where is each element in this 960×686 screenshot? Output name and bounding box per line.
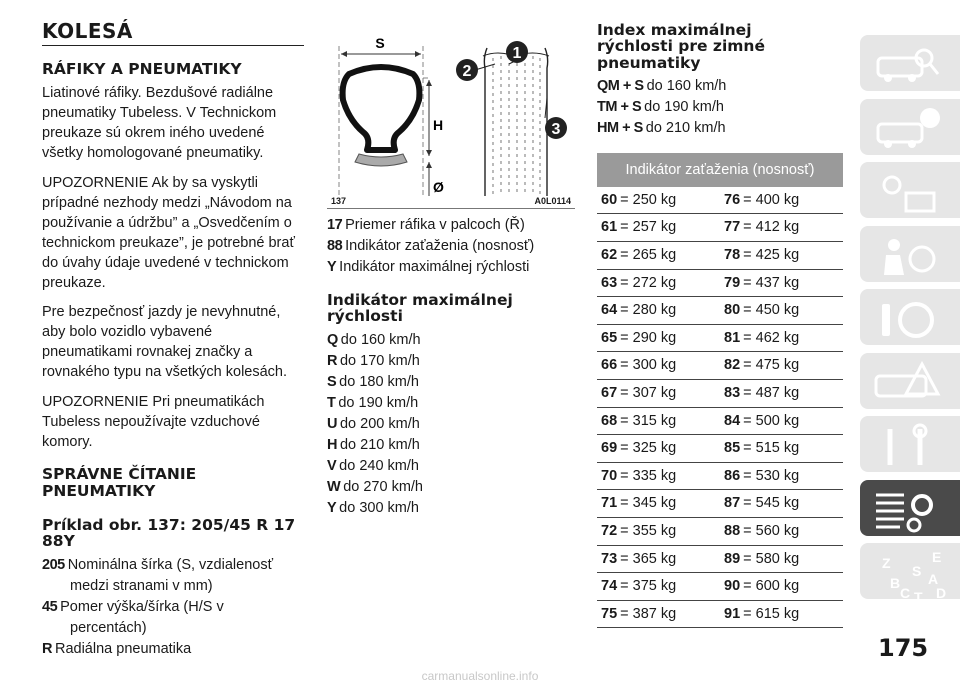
- load-table-row: [597, 463, 843, 491]
- load-table-cell: 60 = 250 kg: [601, 191, 677, 208]
- speed-index-list: [327, 330, 575, 519]
- load-table-cell: 81 = 462 kg: [724, 329, 800, 346]
- column-left: [42, 0, 304, 660]
- definition-item: 17 Priemer ráfika v palcoch (Ř): [327, 217, 525, 233]
- load-table-cell: 67 = 307 kg: [601, 384, 677, 401]
- definition-item: 205 Nominálna šírka (S, vzdialenosť medzi stranami v mm): [42, 557, 274, 595]
- section-title-kolesa: KOLESÁ: [42, 21, 304, 46]
- load-table-row: [597, 601, 843, 629]
- heading-winter-speed-index: Index maximálnej rýchlosti pre zimné pneumatiky: [597, 21, 765, 72]
- load-table-cell: 70 = 335 kg: [601, 467, 677, 484]
- heading-speed-index: Indikátor maximálnej rýchlosti: [327, 291, 513, 326]
- load-table-cell: 80 = 450 kg: [724, 302, 800, 319]
- winter-speed-item: QM + S do 160 km/h: [597, 77, 727, 94]
- callout-3: 3: [551, 121, 561, 138]
- definition-item: 88 Indikátor zaťaženia (nosnosť): [327, 238, 535, 254]
- load-table-cell: 61 = 257 kg: [601, 219, 677, 236]
- callout-1: 1: [512, 45, 522, 62]
- load-table-cell: 72 = 355 kg: [601, 522, 677, 539]
- speed-item: T do 190 km/h: [327, 394, 419, 411]
- chapter-tab-car-search[interactable]: [860, 35, 960, 91]
- figure-code: A0L0114: [534, 196, 571, 206]
- column-middle: [327, 0, 575, 519]
- figure-137-tire-cross-section: [327, 28, 575, 209]
- paragraph-upozornenie-tubeless: UPOZORNENIE Pri pneumatikách Tubeless nepoužívajte vzduchové komory.: [42, 394, 265, 451]
- load-table-cell: 74 = 375 kg: [601, 578, 677, 595]
- speed-item: H do 210 km/h: [327, 436, 420, 453]
- chapter-tab-dashboard-lights[interactable]: [860, 162, 960, 218]
- load-table-row: [597, 214, 843, 242]
- label-h: H: [433, 117, 444, 133]
- load-table-cell: 87 = 545 kg: [724, 495, 800, 512]
- speed-item: W do 270 km/h: [327, 478, 423, 495]
- label-s: S: [375, 35, 385, 51]
- load-table-row: [597, 352, 843, 380]
- page-number: 175: [878, 634, 929, 662]
- definition-list-tire-code-cont: [327, 215, 575, 278]
- index-letter: E: [932, 549, 942, 565]
- column-right: [597, 0, 843, 628]
- load-table-cell: 90 = 600 kg: [724, 578, 800, 595]
- load-table-cell: 62 = 265 kg: [601, 246, 677, 263]
- paragraph-rafiky: Liatinové ráfiky. Bezdušové radiálne pneumatiky Tubeless. V Technickom preukaze sú okrem iného uvedené všetky homologované pneumatiky.: [42, 85, 277, 162]
- load-table-row: [597, 325, 843, 353]
- load-table-cell: 88 = 560 kg: [724, 522, 800, 539]
- paragraph-upozornenie-nezhody: UPOZORNENIE Ak by sa vyskytli prípadné nezhody medzi „Návodom na používanie a údržbu” a „Osvedčením o technickom preukaze”, je potrebné brať do úvahy údaje uvedené v technickom preukaze.: [42, 175, 295, 292]
- speed-item: Q do 160 km/h: [327, 331, 421, 348]
- speed-item: V do 240 km/h: [327, 457, 419, 474]
- heading-rafiky-pneumatiky: RÁFIKY A PNEUMATIKY: [42, 60, 242, 78]
- load-table-cell: 91 = 615 kg: [724, 605, 800, 622]
- load-table-row: [597, 242, 843, 270]
- chapter-tab-warning-triangle[interactable]: [860, 353, 960, 409]
- heading-spravne-citanie: SPRÁVNE ČÍTANIE PNEUMATIKY: [42, 465, 197, 500]
- load-table-row: [597, 270, 843, 298]
- speed-item: U do 200 km/h: [327, 415, 420, 432]
- load-table-cell: 73 = 365 kg: [601, 550, 677, 567]
- heading-priklad: Príklad obr. 137: 205/45 R 17 88Y: [42, 515, 296, 551]
- load-table-cell: 77 = 412 kg: [724, 219, 800, 236]
- index-letter: Z: [882, 555, 891, 571]
- index-letter: T: [914, 589, 923, 604]
- chapter-tab-specifications-gear[interactable]: [860, 480, 960, 536]
- load-table-cell: 79 = 437 kg: [724, 274, 800, 291]
- callout-2: 2: [462, 63, 472, 80]
- load-table-row: [597, 573, 843, 601]
- load-table-header: Indikátor zaťaženia (nosnosť): [597, 153, 843, 187]
- load-table-cell: 68 = 315 kg: [601, 412, 677, 429]
- load-table-row: [597, 435, 843, 463]
- chapter-tabs: [860, 35, 960, 607]
- load-table-row: [597, 380, 843, 408]
- index-letter: A: [928, 571, 939, 587]
- load-table-row: [597, 408, 843, 436]
- index-letter: C: [900, 585, 911, 601]
- load-table-row: [597, 297, 843, 325]
- definition-item: 45 Pomer výška/šírka (H/S v percentách): [42, 599, 224, 637]
- load-table-row: [597, 546, 843, 574]
- load-table-cell: 75 = 387 kg: [601, 605, 677, 622]
- load-table-cell: 83 = 487 kg: [724, 384, 800, 401]
- load-table-cell: 84 = 500 kg: [724, 412, 800, 429]
- load-table-cell: 86 = 530 kg: [724, 467, 800, 484]
- load-table-cell: 65 = 290 kg: [601, 329, 677, 346]
- speed-item: Y do 300 km/h: [327, 499, 419, 516]
- index-letter: B: [890, 575, 901, 591]
- figure-number: 137: [331, 196, 347, 206]
- load-table-cell: 82 = 475 kg: [724, 357, 800, 374]
- load-table-row: [597, 187, 843, 215]
- index-letter: D: [936, 585, 947, 601]
- speed-item: R do 170 km/h: [327, 352, 420, 369]
- winter-speed-item: HM + S do 210 km/h: [597, 119, 726, 136]
- load-table-row: [597, 518, 843, 546]
- load-table-row: [597, 490, 843, 518]
- winter-speed-list: [597, 76, 843, 139]
- tire-diagram: [327, 28, 575, 208]
- chapter-tab-alphabet-index[interactable]: [860, 543, 960, 604]
- load-table-cell: 71 = 345 kg: [601, 495, 677, 512]
- chapter-tab-airbag-seat[interactable]: [860, 226, 960, 282]
- winter-speed-item: TM + S do 190 km/h: [597, 98, 724, 115]
- load-table-cell: 66 = 300 kg: [601, 357, 677, 374]
- chapter-tab-steering-wheel-key[interactable]: [860, 289, 960, 345]
- definition-item: Y Indikátor maximálnej rýchlosti: [327, 259, 530, 275]
- load-table-cell: 85 = 515 kg: [724, 440, 800, 457]
- watermark: carmanualsonline.info: [421, 669, 539, 683]
- definition-item: R Radiálna pneumatika: [42, 641, 192, 658]
- label-diameter: Ø: [433, 179, 444, 195]
- index-letter: S: [912, 563, 922, 579]
- definition-list-tire-code: [42, 555, 304, 660]
- load-table-cell: 76 = 400 kg: [724, 191, 800, 208]
- load-table-cell: 63 = 272 kg: [601, 274, 677, 291]
- paragraph-bezpecnost: Pre bezpečnosť jazdy je nevyhnutné, aby bolo vozidlo vybavené pneumatikami rovnakej značky a rovnakého typu na všetkých kolesách.: [42, 304, 288, 381]
- speed-item: S do 180 km/h: [327, 373, 419, 390]
- load-table-cell: 89 = 580 kg: [724, 550, 800, 567]
- load-index-table: [597, 187, 843, 629]
- load-table-cell: 69 = 325 kg: [601, 440, 677, 457]
- load-table-cell: 78 = 425 kg: [724, 246, 800, 263]
- chapter-tab-wrench-tools[interactable]: [860, 416, 960, 472]
- load-table-cell: 64 = 280 kg: [601, 302, 677, 319]
- chapter-tab-car-info[interactable]: [860, 99, 960, 155]
